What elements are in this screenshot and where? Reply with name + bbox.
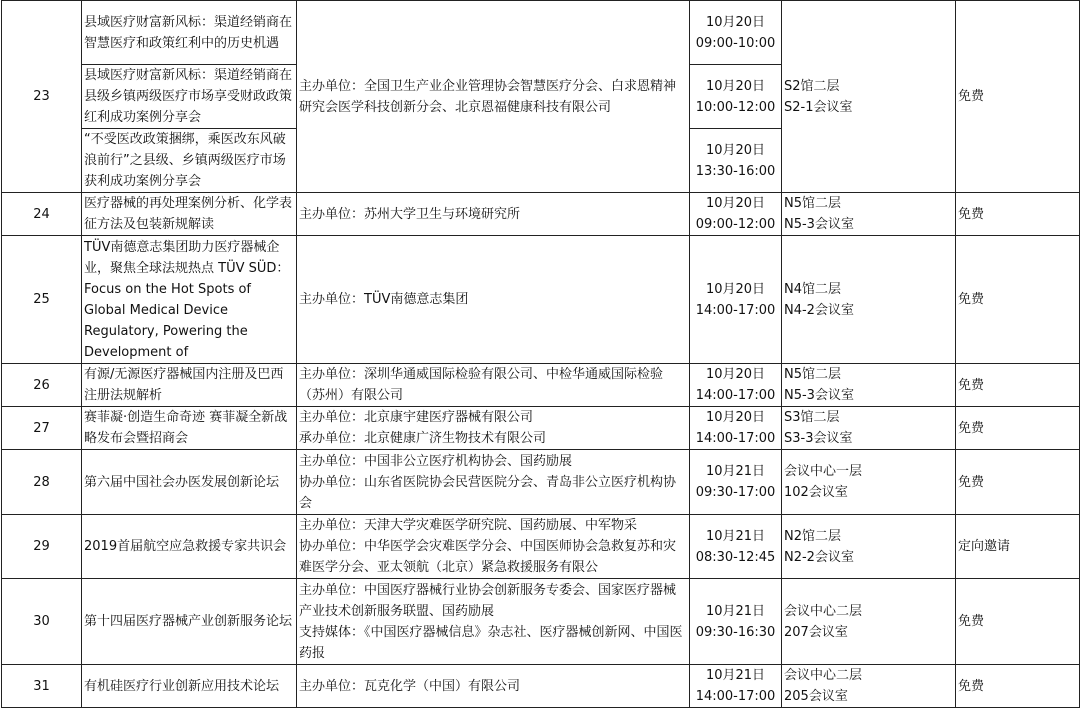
co-organizer-line: 协办单位：山东省医院协会民营医院分会、青岛非公立医疗机构协会 — [299, 474, 677, 511]
time-cell — [690, 129, 782, 193]
time-range-text: 08:30-12:45 — [695, 549, 776, 565]
organizer-line: 主办单位：中国非公立医疗机构协会、国药励展 — [299, 453, 573, 469]
venue-cell — [782, 665, 956, 708]
time-range-text: 10:00-12:00 — [695, 99, 776, 115]
time-cell — [690, 193, 782, 236]
date-text: 10月20日 — [705, 78, 766, 94]
forum-title: 县域医疗财富新风标：渠道经销商在县级乡镇两级医疗市场享受财政政策红利成功案例分享会 — [82, 65, 297, 129]
co-organizer-line: 承办单位：北京健康广济生物技术有限公司 — [299, 431, 547, 446]
venue-hall: N4馆二层 — [784, 281, 841, 297]
time-cell — [690, 407, 782, 450]
organizer-cell — [297, 450, 690, 515]
co-organizer-line: 协办单位：中华医学会灾难医学分会、中国医师协会急救复苏和灾难医学分会、亚太领航（北京）紧急救援服务有限公 — [299, 539, 677, 575]
forum-title: 第十四届医疗器械产业创新服务论坛 — [82, 579, 297, 665]
time-cell — [690, 65, 782, 129]
forum-title: 县域医疗财富新风标：渠道经销商在智慧医疗和政策红利中的历史机遇 — [82, 1, 297, 65]
fee-cell: 免费 — [956, 193, 1080, 236]
organizer-cell — [297, 665, 690, 708]
forum-title: 医疗器械的再处理案例分析、化学表征方法及包装新规解读 — [82, 193, 297, 236]
venue-room: 207会议室 — [784, 624, 848, 640]
organizer-cell — [297, 193, 690, 236]
organizer-line: 主办单位：深圳华通威国际检验有限公司、中检华通威国际检验（苏州）有限公司 — [299, 367, 664, 403]
time-range-text: 09:30-17:00 — [695, 485, 776, 500]
fee-cell: 免费 — [956, 1, 1080, 193]
venue-cell — [782, 515, 956, 579]
forum-title: 赛菲凝·创造生命奇迹 赛菲凝全新战略发布会暨招商会 — [82, 407, 297, 450]
organizer-cell — [297, 364, 690, 407]
date-text: 10月21日 — [705, 668, 766, 683]
time-range-text: 14:00-17:00 — [695, 689, 776, 704]
venue-cell — [782, 579, 956, 665]
organizer-cell — [297, 407, 690, 450]
table-row — [2, 193, 1080, 236]
venue-hall: S3馆二层 — [784, 410, 840, 425]
schedule-table — [1, 0, 1080, 708]
date-text: 10月21日 — [705, 603, 766, 619]
venue-hall: N5馆二层 — [784, 196, 841, 211]
fee-cell: 免费 — [956, 450, 1080, 515]
fee-cell: 免费 — [956, 665, 1080, 708]
forum-title: 第六届中国社会办医发展创新论坛 — [82, 450, 297, 515]
time-range-text: 09:00-12:00 — [695, 217, 776, 232]
time-range-text: 14:00-17:00 — [695, 388, 776, 403]
forum-title: 有源/无源医疗器械国内注册及巴西注册法规解析 — [82, 364, 297, 407]
organizer-cell — [297, 1, 690, 193]
table-row — [2, 407, 1080, 450]
date-text: 10月20日 — [705, 196, 766, 211]
venue-cell — [782, 364, 956, 407]
row-number: 26 — [2, 364, 82, 407]
row-number: 24 — [2, 193, 82, 236]
time-range-text: 14:00-17:00 — [695, 302, 776, 318]
row-number: 29 — [2, 515, 82, 579]
organizer-cell — [297, 236, 690, 364]
time-range-text: 09:30-16:30 — [695, 624, 776, 640]
venue-hall: 会议中心二层 — [784, 603, 863, 619]
venue-hall: 会议中心一层 — [784, 464, 863, 479]
row-number: 25 — [2, 236, 82, 364]
time-cell — [690, 665, 782, 708]
date-text: 10月21日 — [705, 464, 766, 479]
row-number: 31 — [2, 665, 82, 708]
date-text: 10月21日 — [705, 528, 766, 544]
table-row — [2, 665, 1080, 708]
date-text: 10月20日 — [705, 410, 766, 425]
row-number: 23 — [2, 1, 82, 193]
organizer-line: 主办单位：全国卫生产业企业管理协会智慧医疗分会、白求恩精神研究会医学科技创新分会、北京恩福健康科技有限公司 — [299, 78, 677, 115]
time-cell — [690, 515, 782, 579]
venue-hall: 会议中心二层 — [784, 668, 863, 683]
time-range-text: 13:30-16:00 — [695, 163, 776, 179]
forum-title: 2019首届航空应急救援专家共识会 — [82, 515, 297, 579]
organizer-line: 主办单位：苏州大学卫生与环境研究所 — [299, 206, 521, 222]
table-row — [2, 364, 1080, 407]
fee-cell: 免费 — [956, 407, 1080, 450]
fee-cell: 免费 — [956, 579, 1080, 665]
venue-room: S3-3会议室 — [784, 431, 853, 446]
table-row — [2, 515, 1080, 579]
date-text: 10月20日 — [705, 142, 766, 158]
date-text: 10月20日 — [705, 367, 766, 382]
organizer-line: 主办单位：北京康宇建医疗器械有限公司 — [299, 410, 534, 425]
venue-room: N5-3会议室 — [784, 388, 854, 403]
venue-cell — [782, 450, 956, 515]
venue-room: 205会议室 — [784, 689, 848, 704]
time-cell — [690, 364, 782, 407]
row-number: 28 — [2, 450, 82, 515]
table-row — [2, 236, 1080, 364]
venue-hall: S2馆二层 — [784, 78, 840, 94]
time-cell — [690, 579, 782, 665]
venue-hall: N5馆二层 — [784, 367, 841, 382]
organizer-cell — [297, 579, 690, 665]
forum-title: “不受医改政策捆绑，乘医改东风破浪前行”之县级、乡镇两级医疗市场获利成功案例分享会 — [82, 129, 297, 193]
table-row — [2, 1, 1080, 65]
organizer-line: 主办单位：TÜV南德意志集团 — [299, 292, 469, 307]
venue-cell — [782, 1, 956, 193]
row-number: 27 — [2, 407, 82, 450]
media-support-line: 支持媒体：《中国医疗器械信息》杂志社、医疗器械创新网、中国医药报 — [299, 624, 683, 661]
venue-cell — [782, 407, 956, 450]
time-range-text: 09:00-10:00 — [695, 35, 776, 51]
table-row — [2, 450, 1080, 515]
forum-title: TÜV南德意志集团助力医疗器械企业，聚焦全球法规热点 TÜV SÜD：Focus on the Hot Spots of Global Medical Device Regulatory, Powering the Development of — [82, 236, 297, 364]
venue-room: N5-3会议室 — [784, 217, 854, 232]
row-number: 30 — [2, 579, 82, 665]
time-range-text: 14:00-17:00 — [695, 431, 776, 446]
organizer-line: 主办单位：瓦克化学（中国）有限公司 — [299, 678, 521, 694]
venue-room: 102会议室 — [784, 485, 848, 500]
venue-room: N2-2会议室 — [784, 549, 854, 565]
time-cell — [690, 1, 782, 65]
venue-cell — [782, 193, 956, 236]
venue-hall: N2馆二层 — [784, 528, 841, 544]
time-cell — [690, 450, 782, 515]
fee-cell: 免费 — [956, 236, 1080, 364]
forum-title: 有机硅医疗行业创新应用技术论坛 — [82, 665, 297, 708]
time-cell — [690, 236, 782, 364]
organizer-cell — [297, 515, 690, 579]
venue-room: S2-1会议室 — [784, 99, 853, 115]
venue-cell — [782, 236, 956, 364]
venue-room: N4-2会议室 — [784, 302, 854, 318]
fee-cell: 定向邀请 — [956, 515, 1080, 579]
organizer-line: 主办单位：中国医疗器械行业协会创新服务专委会、国家医疗器械产业技术创新服务联盟、国药励展 — [299, 582, 677, 619]
date-text: 10月20日 — [705, 14, 766, 30]
date-text: 10月20日 — [705, 281, 766, 297]
fee-cell: 免费 — [956, 364, 1080, 407]
table-row — [2, 579, 1080, 665]
organizer-line: 主办单位：天津大学灾难医学研究院、国药励展、中军物采 — [299, 518, 638, 533]
